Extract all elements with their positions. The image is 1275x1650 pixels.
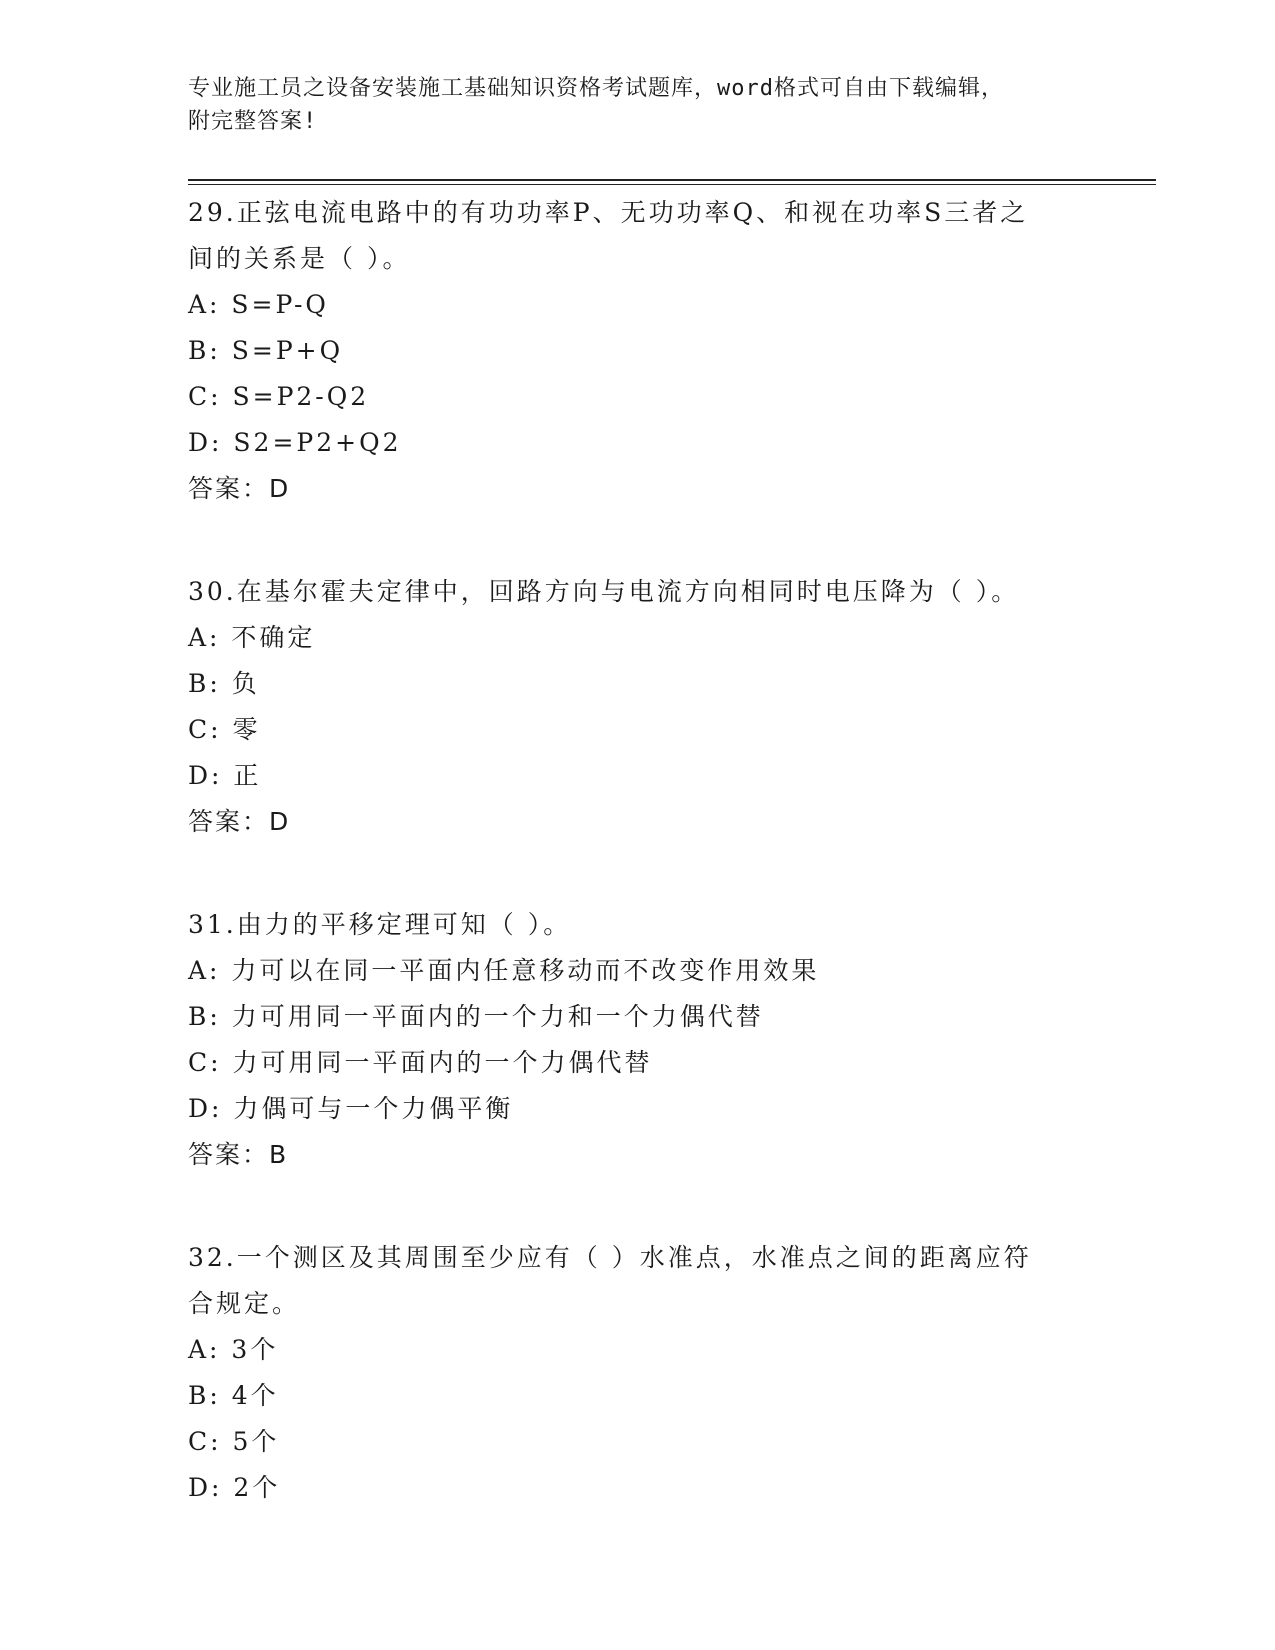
option-d: D: S2=P2+Q2 [188, 428, 402, 457]
option-c: C: S=P2-Q2 [188, 382, 370, 411]
question-stem: 30.在基尔霍夫定律中，回路方向与电流方向相同时电压降为（ ）。 [188, 577, 1020, 606]
option-a: A: 不确定 [188, 623, 316, 652]
question-stem: 32.一个测区及其周围至少应有（ ）水准点，水准点之间的距离应符 [188, 1243, 1032, 1272]
question-31 [188, 902, 1088, 1178]
answer: 答案：D [188, 474, 291, 503]
answer: 答案：D [188, 807, 291, 836]
option-b: B: 4个 [188, 1381, 279, 1410]
header-divider-bottom [188, 184, 1156, 185]
header-line-2: 附完整答案! [188, 109, 318, 134]
question-stem: 29.正弦电流电路中的有功功率P、无功功率Q、和视在功率S三者之 [188, 198, 1029, 227]
question-stem-continued: 间的关系是（ ）。 [188, 244, 411, 273]
option-b: B: 负 [188, 669, 260, 698]
question-stem-continued: 合规定。 [188, 1289, 301, 1318]
document-header [188, 72, 1088, 138]
option-a: A: 3个 [188, 1335, 279, 1364]
question-32 [188, 1235, 1088, 1511]
option-c: C: 零 [188, 715, 261, 744]
option-b: B: 力可用同一平面内的一个力和一个力偶代替 [188, 1002, 764, 1031]
option-d: D: 正 [188, 761, 262, 790]
question-29 [188, 190, 1088, 512]
option-c: C: 5个 [188, 1427, 280, 1456]
header-line-1: 专业施工员之设备安装施工基础知识资格考试题库，word格式可自由下载编辑， [188, 76, 1004, 101]
option-a: A: 力可以在同一平面内任意移动而不改变作用效果 [188, 956, 820, 985]
header-divider-top [188, 179, 1156, 181]
question-stem: 31.由力的平移定理可知（ ）。 [188, 910, 572, 939]
question-list [188, 190, 1088, 1568]
question-30 [188, 569, 1088, 845]
option-a: A: S=P-Q [188, 290, 329, 319]
option-c: C: 力可用同一平面内的一个力偶代替 [188, 1048, 653, 1077]
answer: 答案：B [188, 1140, 289, 1169]
option-b: B: S=P+Q [188, 336, 344, 365]
option-d: D: 2个 [188, 1473, 281, 1502]
option-d: D: 力偶可与一个力偶平衡 [188, 1094, 514, 1123]
